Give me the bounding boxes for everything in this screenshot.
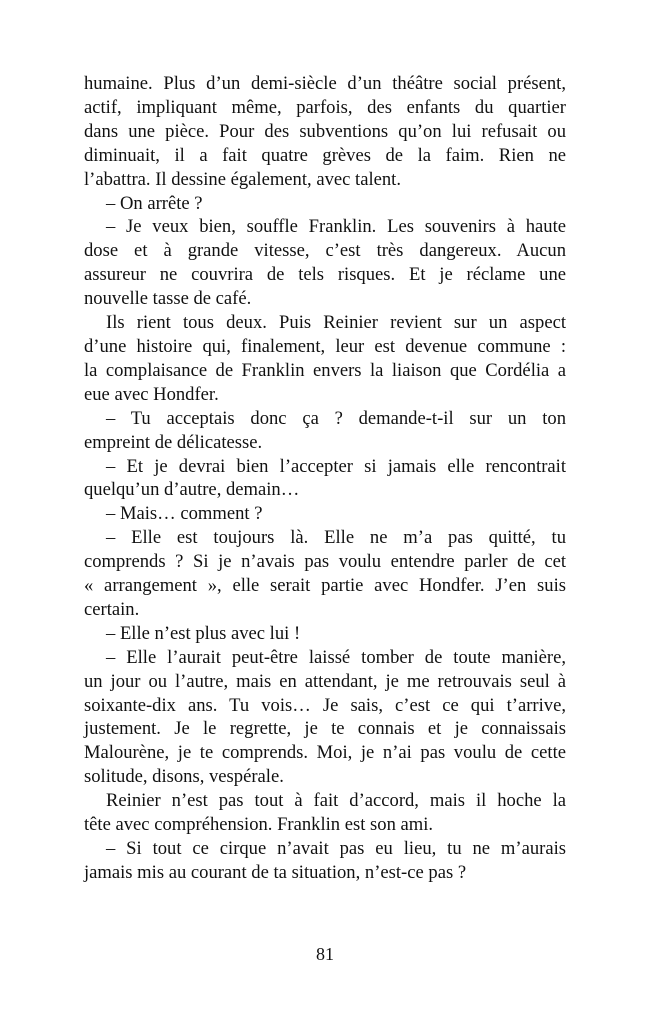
text-line: jamais mis au courant de ta situation, n’est-ce pas ?: [84, 861, 467, 883]
text-line: humaine. Plus d’un demi-siècle d’un théâtre social présent,: [84, 73, 566, 94]
text-line: nouvelle tasse de café.: [84, 288, 252, 310]
paragraph: [84, 311, 566, 407]
dialogue-paragraph: [84, 646, 566, 789]
text-line: assureur ne couvrira de tels risques. Et je réclame une: [84, 264, 566, 286]
text-line: – On arrête ?: [106, 192, 203, 214]
text-line: actif, impliquant même, parfois, des enfants du quartier: [84, 96, 566, 118]
dialogue-paragraph: [84, 215, 566, 311]
dialogue-paragraph: [84, 407, 566, 455]
page-number: 81: [316, 944, 334, 964]
text-line: – Tu acceptais donc ça ? demande-t-il sur un ton: [106, 407, 566, 429]
text-line: Malourène, je te comprends. Moi, je n’ai pas voulu de cette: [84, 742, 566, 764]
text-line: comprends ? Si je n’avais pas voulu entendre parler de cet: [84, 551, 566, 573]
text-line: Ils rient tous deux. Puis Reinier revient sur un aspect: [106, 312, 566, 334]
text-line: diminuait, il a fait quatre grèves de la faim. Rien ne: [84, 144, 566, 166]
dialogue-paragraph: [84, 526, 566, 622]
text-line: dose et à grande vitesse, c’est très dangereux. Aucun: [84, 240, 566, 262]
text-line: – Je veux bien, souffle Franklin. Les souvenirs à haute: [106, 216, 566, 238]
text-line: eue avec Hondfer.: [84, 383, 219, 405]
text-line: tête avec compréhension. Franklin est son ami.: [84, 814, 434, 836]
paragraph: [84, 789, 566, 837]
text-line: empreint de délicatesse.: [84, 431, 263, 453]
dialogue-paragraph: [84, 622, 566, 646]
text-line: certain.: [84, 598, 140, 620]
text-line: la complaisance de Franklin envers la liaison que Cordélia a: [84, 359, 566, 381]
text-line: d’une histoire qui, finalement, leur est devenue commune :: [84, 335, 566, 357]
text-line: – Si tout ce cirque n’avait pas eu lieu, tu ne m’aurais: [106, 838, 566, 859]
text-line: – Elle n’est plus avec lui !: [106, 622, 301, 644]
text-line: l’abattra. Il dessine également, avec talent.: [84, 168, 401, 190]
text-line: un jour ou l’autre, mais en attendant, je me retrouvais seul à: [84, 670, 566, 692]
text-line: solitude, disons, vespérale.: [84, 766, 284, 788]
text-line: quelqu’un d’autre, demain…: [84, 479, 300, 501]
text-line: – Mais… comment ?: [106, 503, 263, 525]
text-line: dans une pièce. Pour des subventions qu’on lui refusait ou: [84, 120, 566, 142]
text-line: – Elle l’aurait peut-être laissé tomber de toute manière,: [106, 646, 566, 668]
text-line: soixante-dix ans. Tu vois… Je sais, c’est ce qui t’arrive,: [84, 694, 566, 716]
dialogue-paragraph: [84, 455, 566, 503]
text-line: « arrangement », elle serait partie avec Hondfer. J’en suis: [84, 575, 566, 597]
dialogue-paragraph: [84, 837, 566, 885]
text-line: – Et je devrai bien l’accepter si jamais elle rencontrait: [106, 455, 566, 477]
paragraph: [84, 72, 566, 192]
dialogue-paragraph: [84, 192, 566, 216]
dialogue-paragraph: [84, 502, 566, 526]
text-line: Reinier n’est pas tout à fait d’accord, mais il hoche la: [106, 790, 566, 812]
text-line: justement. Je le regrette, je te connais et je connaissais: [84, 718, 566, 740]
page-body: [84, 72, 566, 885]
text-line: – Elle est toujours là. Elle ne m’a pas quitté, tu: [106, 527, 566, 549]
